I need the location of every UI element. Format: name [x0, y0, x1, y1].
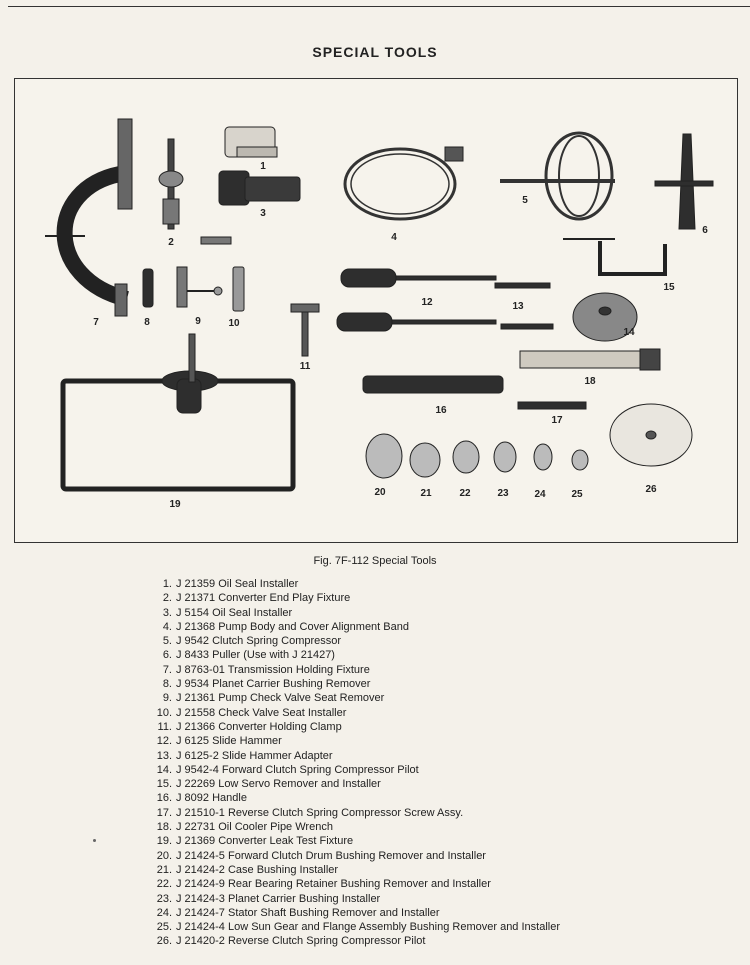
tools-illustration — [15, 79, 737, 542]
callout-9: 9 — [195, 316, 201, 327]
tool-7-illustration — [45, 119, 132, 316]
callout-3: 3 — [260, 208, 266, 219]
tool-5-illustration — [500, 133, 615, 219]
callout-10: 10 — [228, 318, 240, 329]
callout-25: 25 — [571, 489, 583, 500]
list-item: 26. J 21420-2 Reverse Clutch Spring Compressor Pilot — [156, 935, 426, 948]
tool-26-illustration — [610, 404, 692, 466]
list-item: 12. J 6125 Slide Hammer — [156, 735, 282, 748]
callout-24: 24 — [534, 489, 546, 500]
page-title: SPECIAL TOOLS — [312, 44, 438, 60]
callout-13: 13 — [512, 301, 524, 312]
tool-17-illustration — [518, 402, 586, 409]
tool-15-illustration — [563, 239, 665, 274]
list-item: 17. J 21510-1 Reverse Clutch Spring Compressor Screw Assy. — [156, 806, 464, 819]
list-item: 22. J 21424-9 Rear Bearing Retainer Bushing Remover and Installer — [156, 878, 491, 891]
list-item: 16. J 8092 Handle — [156, 792, 247, 805]
list-item: 18. J 22731 Oil Cooler Pipe Wrench — [156, 821, 333, 834]
callout-26: 26 — [645, 484, 657, 495]
list-item: 2. J 21371 Converter End Play Fixture — [162, 592, 351, 605]
callout-5: 5 — [522, 195, 528, 206]
callout-18: 18 — [584, 376, 596, 387]
stray-mark — [93, 839, 96, 842]
list-item: 23. J 21424-3 Planet Carrier Bushing Installer — [156, 892, 381, 905]
callout-6: 6 — [702, 225, 708, 236]
tool-6-illustration — [655, 134, 713, 229]
tool-12-illustration — [337, 269, 496, 331]
list-item: 9. J 21361 Pump Check Valve Seat Remover — [162, 692, 385, 705]
callout-12: 12 — [421, 297, 433, 308]
list-item: 13. J 6125-2 Slide Hammer Adapter — [156, 749, 333, 762]
list-item: 5. J 9542 Clutch Spring Compressor — [162, 635, 342, 648]
tool-9-illustration — [177, 267, 222, 307]
callout-15: 15 — [663, 282, 675, 293]
list-item: 3. J 5154 Oil Seal Installer — [162, 606, 293, 619]
list-item: 6. J 8433 Puller (Use with J 21427) — [162, 649, 335, 662]
tool-8-illustration — [143, 269, 153, 307]
callout-11: 11 — [299, 361, 311, 372]
callout-8: 8 — [144, 317, 150, 328]
callout-7: 7 — [93, 317, 99, 328]
tool-18-illustration — [520, 349, 660, 370]
callout-16: 16 — [435, 405, 447, 416]
list-item: 10. J 21558 Check Valve Seat Installer — [156, 706, 347, 719]
callout-20: 20 — [374, 487, 386, 498]
callout-19: 19 — [169, 499, 181, 510]
list-item: 19. J 21369 Converter Leak Test Fixture — [156, 835, 354, 848]
list-item: 7. J 8763-01 Transmission Holding Fixture — [162, 663, 370, 676]
tool-19-illustration — [63, 334, 293, 489]
list-item: 11. J 21366 Converter Holding Clamp — [157, 720, 342, 733]
callout-2: 2 — [168, 237, 174, 248]
tool-3-illustration — [219, 171, 300, 205]
list-item: 20. J 21424-5 Forward Clutch Drum Bushing Remover and Installer — [156, 849, 486, 862]
list-item: 24. J 21424-7 Stator Shaft Bushing Remover and Installer — [156, 906, 440, 919]
tool-13-illustration — [495, 283, 553, 329]
callout-4: 4 — [391, 232, 397, 243]
tool-10-illustration — [233, 267, 244, 311]
callout-21: 21 — [420, 488, 432, 499]
list-item: 1. J 21359 Oil Seal Installer — [162, 578, 299, 590]
list-item: 15. J 22269 Low Servo Remover and Installer — [156, 778, 381, 791]
list-item: 4. J 21368 Pump Body and Cover Alignment Band — [162, 620, 409, 633]
list-item: 25. J 21424-4 Low Sun Gear and Flange Assembly Bushing Remover and Installer — [156, 921, 560, 934]
tool-16-illustration — [363, 376, 503, 393]
callout-17: 17 — [551, 415, 563, 426]
list-item: 21. J 21424-2 Case Bushing Installer — [156, 863, 339, 876]
callout-1: 1 — [260, 161, 266, 172]
callout-23: 23 — [497, 488, 509, 499]
callout-14: 14 — [623, 327, 635, 338]
tool-1-illustration — [225, 127, 277, 157]
callout-22: 22 — [459, 488, 471, 499]
tool-list — [146, 577, 560, 949]
list-item: 14. J 9542-4 Forward Clutch Spring Compressor Pilot — [156, 763, 419, 776]
figure-special-tools — [14, 78, 738, 543]
figure-caption: Fig. 7F-112 Special Tools — [313, 555, 437, 567]
tools-20-25-illustration — [366, 434, 588, 478]
tool-4-illustration — [345, 149, 455, 219]
list-item: 8. J 9534 Planet Carrier Bushing Remover — [162, 678, 371, 691]
tool-11-illustration — [291, 304, 319, 356]
top-rule — [8, 6, 750, 7]
